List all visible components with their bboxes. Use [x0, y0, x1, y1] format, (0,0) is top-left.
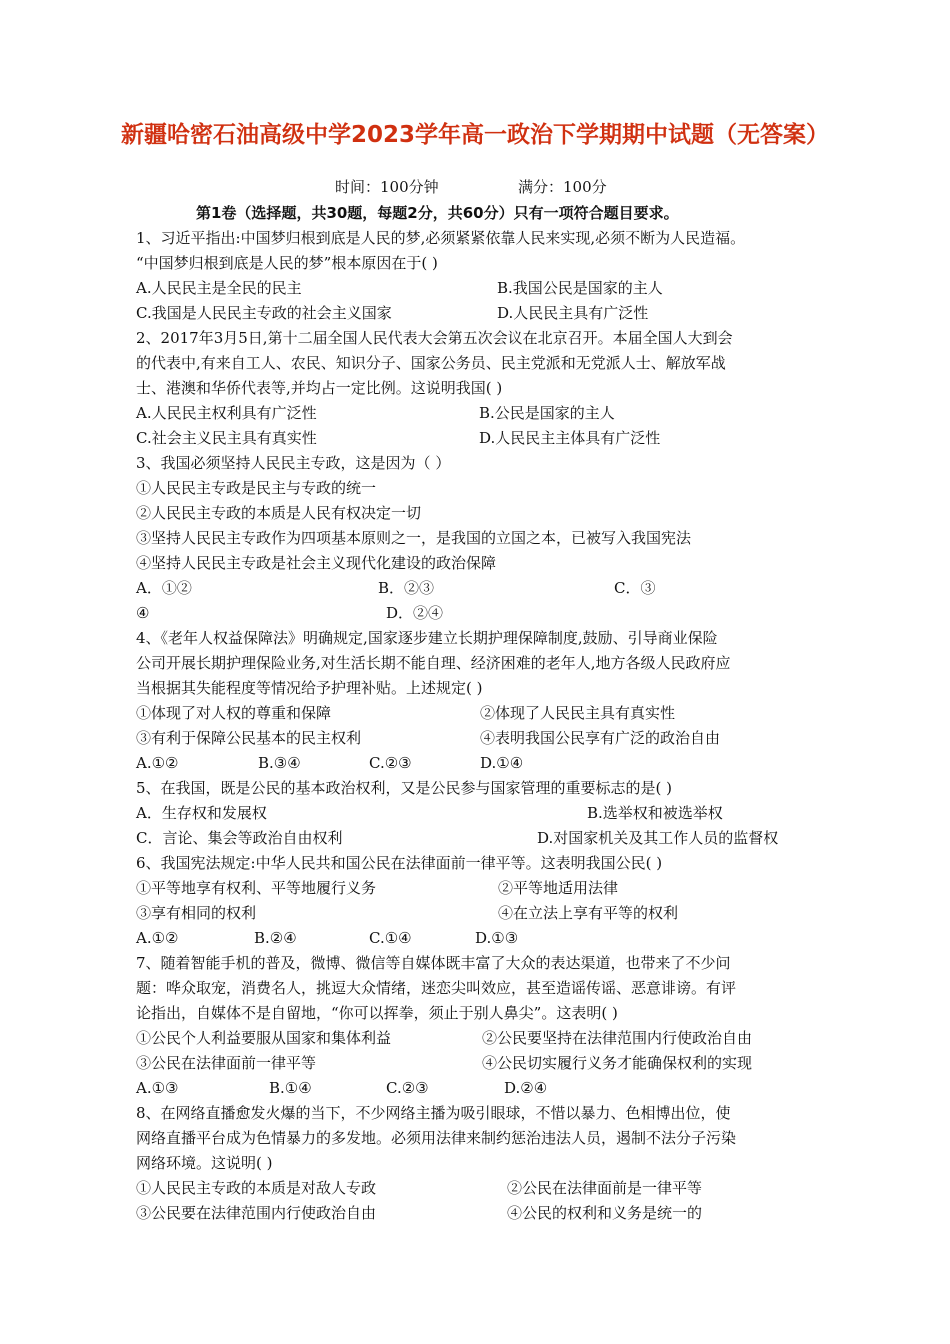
q3-option-a: A．①②	[136, 579, 192, 597]
q7-statement-3: ③公民在法律面前一律平等	[136, 1054, 317, 1072]
document-title: 新疆哈密石油高级中学2023学年高一政治下学期期中试题（无答案）	[120, 122, 829, 148]
q4-stem-line: 4、《老年人权益保障法》明确规定,国家逐步建立长期护理保障制度,鼓励、引导商业保险	[136, 629, 718, 647]
q3-option-c: C．③	[614, 579, 656, 597]
q3-stem-line: 3、我国必须坚持人民民主专政，这是因为（ ）	[136, 454, 451, 472]
q7-option-b: B.①④	[269, 1079, 312, 1097]
q6-statement-4: ④在立法上享有平等的权利	[498, 904, 679, 922]
q8-stem-line: 网络环境。这说明( )	[136, 1154, 273, 1172]
q5-option-b: B.选举权和被选举权	[587, 804, 723, 822]
q4-option-c: C.②③	[369, 754, 412, 772]
q7-option-a: A.①③	[136, 1079, 179, 1097]
q4-stem-line: 当根据其失能程度等情况给予护理补贴。上述规定( )	[136, 679, 483, 697]
exam-score: 满分：100分	[518, 178, 607, 196]
q8-statement-2: ②公民在法律面前是一律平等	[507, 1179, 703, 1197]
exam-time: 时间：100分钟	[335, 178, 439, 196]
q1-stem-line: 1、习近平指出:中国梦归根到底是人民的梦,必须紧紧依靠人民来实现,必须不断为人民造福。	[136, 229, 746, 247]
q5-option-a: A．生存权和发展权	[136, 804, 267, 822]
q6-statement-3: ③享有相同的权利	[136, 904, 257, 922]
q3-statement-4: ④坚持人民民主专政是社会主义现代化建设的政治保障	[136, 554, 497, 572]
q6-option-a: A.①②	[136, 929, 179, 947]
q2-option-c: C.社会主义民主具有真实性	[136, 429, 317, 447]
q2-stem-line: 士、港澳和华侨代表等,并均占一定比例。这说明我国( )	[136, 379, 503, 397]
q3-option-c-continued: ④	[136, 604, 150, 622]
q7-stem-line: 7、随着智能手机的普及，微博、微信等自媒体既丰富了大众的表达渠道，也带来了不少问	[136, 954, 731, 972]
q4-statement-4: ④表明我国公民享有广泛的政治自由	[480, 729, 721, 747]
q3-option-d: D．②④	[386, 604, 444, 622]
q4-statement-3: ③有利于保障公民基本的民主权利	[136, 729, 362, 747]
q5-stem-line: 5、在我国，既是公民的基本政治权利，又是公民参与国家管理的重要标志的是( )	[136, 779, 673, 797]
q7-stem-line: 论指出，自媒体不是自留地，“你可以挥拳，须止于别人鼻尖”。这表明( )	[136, 1004, 618, 1022]
q7-option-c: C.②③	[386, 1079, 429, 1097]
q8-stem-line: 8、在网络直播愈发火爆的当下，不少网络主播为吸引眼球，不惜以暴力、色相博出位，使	[136, 1104, 731, 1122]
q1-option-c: C.我国是人民民主专政的社会主义国家	[136, 304, 392, 322]
q7-statement-4: ④公民切实履行义务才能确保权利的实现	[482, 1054, 753, 1072]
q4-statement-2: ②体现了人民民主具有真实性	[480, 704, 676, 722]
q2-option-a: A.人民民主权利具有广泛性	[136, 404, 317, 422]
q8-statement-1: ①人民民主专政的本质是对敌人专政	[136, 1179, 377, 1197]
q6-stem-line: 6、我国宪法规定:中华人民共和国公民在法律面前一律平等。这表明我国公民( )	[136, 854, 663, 872]
q6-option-b: B.②④	[254, 929, 297, 947]
q4-statement-1: ①体现了对人权的尊重和保障	[136, 704, 332, 722]
q3-option-b: B．②③	[378, 579, 435, 597]
q7-statement-1: ①公民个人利益要服从国家和集体利益	[136, 1029, 392, 1047]
section-heading: 第1卷（选择题，共30题，每题2分，共60分）只有一项符合题目要求。	[196, 204, 679, 222]
q3-statement-3: ③坚持人民民主专政作为四项基本原则之一，是我国的立国之本，已被写入我国宪法	[136, 529, 692, 547]
q4-option-a: A.①②	[136, 754, 179, 772]
q8-stem-line: 网络直播平台成为色情暴力的多发地。必须用法律来制约惩治违法人员，遏制不法分子污染	[136, 1129, 737, 1147]
q8-statement-4: ④公民的权利和义务是统一的	[507, 1204, 703, 1222]
q2-stem-line: 的代表中,有来自工人、农民、知识分子、国家公务员、民主党派和无党派人士、解放军战	[136, 354, 726, 372]
q1-option-a: A.人民民主是全民的民主	[136, 279, 302, 297]
q4-stem-line: 公司开展长期护理保险业务,对生活长期不能自理、经济困难的老年人,地方各级人民政府应	[136, 654, 731, 672]
q2-option-b: B.公民是国家的主人	[479, 404, 615, 422]
q7-stem-line: 题：哗众取宠，消费名人，挑逗大众情绪，迷恋尖叫效应，甚至造谣传谣、恶意诽谤。有评	[136, 979, 737, 997]
q7-statement-2: ②公民要坚持在法律范围内行使政治自由	[482, 1029, 753, 1047]
q3-statement-1: ①人民民主专政是民主与专政的统一	[136, 479, 377, 497]
q5-option-c: C．言论、集会等政治自由权利	[136, 829, 343, 847]
q6-statement-2: ②平等地适用法律	[498, 879, 619, 897]
q3-statement-2: ②人民民主专政的本质是人民有权决定一切	[136, 504, 422, 522]
q2-stem-line: 2、2017年3月5日,第十二届全国人民代表大会第五次会议在北京召开。本届全国人大到会	[136, 329, 733, 347]
q6-option-c: C.①④	[369, 929, 412, 947]
q6-statement-1: ①平等地享有权利、平等地履行义务	[136, 879, 377, 897]
q1-stem-line: “中国梦归根到底是人民的梦”根本原因在于( )	[136, 254, 438, 272]
q5-option-d: D.对国家机关及其工作人员的监督权	[537, 829, 779, 847]
q8-statement-3: ③公民要在法律范围内行使政治自由	[136, 1204, 377, 1222]
q1-option-b: B.我国公民是国家的主人	[497, 279, 663, 297]
q4-option-d: D.①④	[480, 754, 524, 772]
q6-option-d: D.①③	[475, 929, 519, 947]
q1-option-d: D.人民民主具有广泛性	[497, 304, 649, 322]
q7-option-d: D.②④	[504, 1079, 548, 1097]
q4-option-b: B.③④	[258, 754, 301, 772]
q2-option-d: D.人民民主主体具有广泛性	[479, 429, 661, 447]
